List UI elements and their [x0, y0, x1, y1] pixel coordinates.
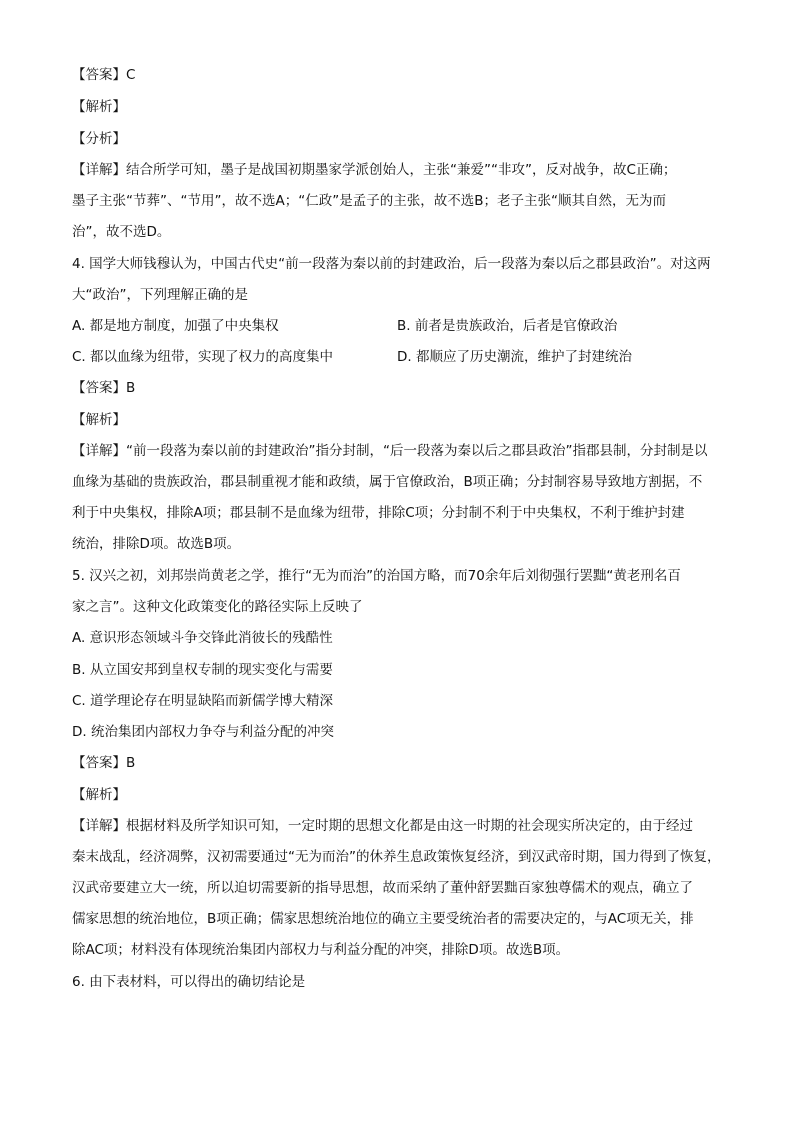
q4-analysis-tag: 【解析】: [72, 412, 126, 428]
q6-stem-line-1: 6. 由下表材料，可以得出的确切结论是: [72, 974, 306, 990]
q4-detail-line-4: 统治，排除D项。故选B项。: [72, 536, 241, 552]
q4-detail-line-3: 利于中央集权，排除A项；郡县制不是血缘为纽带，排除C项；分封制不利于中央集权，不利于维护封建: [72, 505, 685, 521]
q4-option-a: A. 都是地方制度，加强了中央集权: [72, 318, 279, 334]
q3-detail-line-2: 墨子主张“节葬”、“节用”，故不选A；“仁政”是孟子的主张，故不选B；老子主张“顺其自然，无为而: [72, 193, 666, 209]
q3-fenxi-tag: 【分析】: [72, 131, 126, 147]
q4-stem-line-1: 4. 国学大师钱穆认为，中国古代史“前一段落为秦以前的封建政治，后一段落为秦以后之郡县政治”。对这两: [72, 256, 711, 272]
detail-text: 根据材料及所学知识可知，一定时期的思想文化都是由这一时期的社会现实所决定的，由于经过: [126, 818, 693, 834]
detail-tag: 【详解】: [72, 818, 126, 834]
q4-answer: [72, 378, 135, 398]
q5-option-d: D. 统治集团内部权力争夺与利益分配的冲突: [72, 724, 334, 740]
answer-value: B: [126, 380, 136, 396]
detail-text: 结合所学可知，墨子是战国初期墨家学派创始人，主张“兼爱”“非攻”，反对战争，故C正确；: [126, 162, 677, 178]
detail-text: “前一段落为秦以前的封建政治”指分封制，“后一段落为秦以后之郡县政治”指郡县制，分封制是以: [126, 443, 708, 459]
q5-option-a: A. 意识形态领域斗争交锋此消彼长的残酷性: [72, 630, 333, 646]
q5-stem-line-1: 5. 汉兴之初，刘邦崇尚黄老之学，推行“无为而治”的治国方略，而70余年后刘彻强行罢黜“黄老刑名百: [72, 568, 681, 584]
q5-detail-line-3: 汉武帝要建立大一统，所以迫切需要新的指导思想，故而采纳了董仲舒罢黜百家独尊儒术的观点，确立了: [72, 880, 693, 896]
answer-tag: 【答案】: [72, 67, 126, 83]
answer-tag: 【答案】: [72, 755, 126, 771]
q5-option-c: C. 道学理论存在明显缺陷而新儒学博大精深: [72, 693, 334, 709]
q5-analysis-tag: 【解析】: [72, 787, 126, 803]
detail-tag: 【详解】: [72, 162, 126, 178]
q4-stem-line-2: 大“政治”，下列理解正确的是: [72, 287, 248, 303]
q5-detail-line-2: 秦末战乱，经济凋弊，汉初需要通过“无为而治”的休养生息政策恢复经济，到汉武帝时期，国力得到了恢复，: [72, 849, 721, 865]
answer-value: B: [126, 755, 136, 771]
q3-detail-line-1: [72, 160, 676, 180]
q4-option-c: C. 都以血缘为纽带，实现了权力的高度集中: [72, 349, 334, 365]
q5-option-b: B. 从立国安邦到皇权专制的现实变化与需要: [72, 662, 333, 678]
detail-tag: 【详解】: [72, 443, 126, 459]
answer-value: C: [126, 67, 136, 83]
answer-tag: 【答案】: [72, 380, 126, 396]
q5-detail-line-4: 儒家思想的统治地位，B项正确；儒家思想统治地位的确立主要受统治者的需要决定的，与AC项无关，排: [72, 911, 694, 927]
q4-detail-line-1: [72, 441, 707, 461]
q3-analysis-tag: 【解析】: [72, 99, 126, 115]
q3-detail-line-3: 治”，故不选D。: [72, 224, 171, 240]
q5-detail-line-1: [72, 816, 693, 836]
q5-detail-line-5: 除AC项；材料没有体现统治集团内部权力与利益分配的冲突，排除D项。故选B项。: [72, 942, 570, 958]
q4-option-d: D. 都顺应了历史潮流，维护了封建统治: [397, 349, 632, 365]
q5-answer: [72, 753, 135, 773]
q4-option-b: B. 前者是贵族政治，后者是官僚政治: [397, 318, 618, 334]
q5-stem-line-2: 家之言”。这种文化政策变化的路径实际上反映了: [72, 599, 363, 615]
q3-answer: [72, 65, 135, 85]
q4-detail-line-2: 血缘为基础的贵族政治，郡县制重视才能和政绩，属于官僚政治，B项正确；分封制容易导致地方割据，不: [72, 474, 703, 490]
